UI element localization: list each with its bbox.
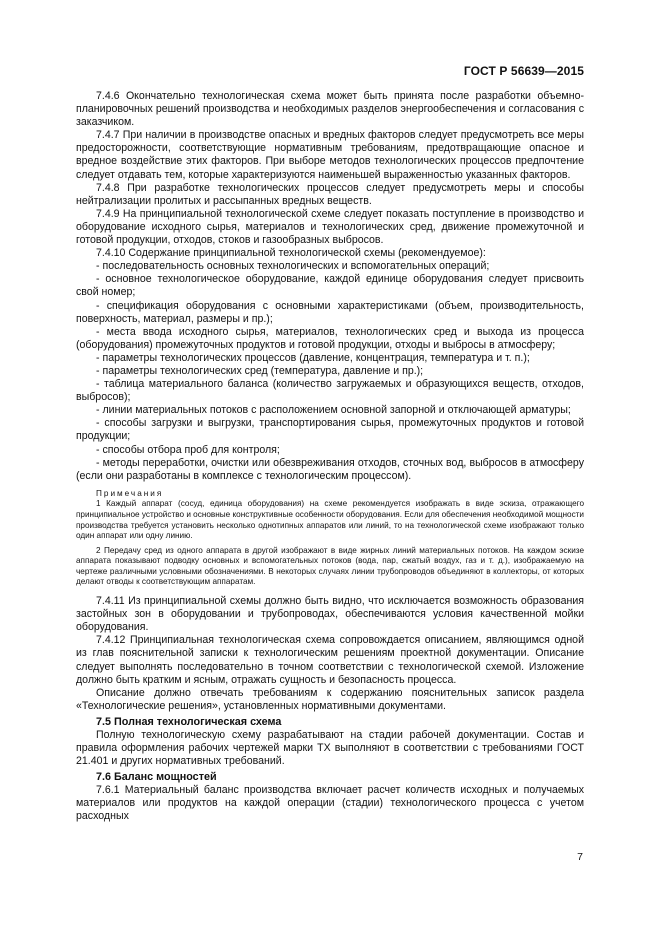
notes-heading: Примечания — [96, 488, 164, 498]
paragraph-7-4-7: 7.4.7 При наличии в производстве опасных и вредных факторов следует предусмотреть все меры предосторожности, соответствующие нормативным требованиям, предотвращающие опасное и вредное воздействие этих факторов. При выборе методов технологических процессов предпочтение следует отдавать тем, которые характеризуются наименьшей выраженностью указанных факторов. — [76, 129, 584, 181]
paragraph-7-4-8: 7.4.8 При разработке технологических процессов следует предусмотреть меры и способы нейтрализации пролитых и рассыпанных вредных веществ. — [76, 181, 584, 207]
section-heading-7-5: 7.5 Полная технологическая схема — [96, 715, 282, 728]
paragraph-7-4-9: 7.4.9 На принципиальной технологической схеме следует показать поступление в производство и оборудование исходного сырья, материалов и технологических сред, движение промежуточной и готовой продукции, отходов, стоков и газообразных выбросов. — [76, 207, 584, 247]
paragraph-7-6-1: 7.6.1 Материальный баланс производства включает расчет количеств исходных и получаемых материалов или продуктов на каждой операции (стадии) технологического процесса с учетом расходных — [76, 784, 584, 823]
list-item: - методы переработки, очистки или обезвреживания отходов, сточных вод, выбросов в атмосферу (если они разработаны в комплексе с технологическим процессом). — [76, 456, 584, 482]
note-1: 1 Каждый аппарат (сосуд, единица оборудования) на схеме рекомендуется изображать в виде эскиза, отражающего принципиальное устройство и основные конструктивные особенности оборудования. Если для обеспечения необходимой мощности производства требуется установить несколько однотипных аппаратов или линий, то на технологической схеме изображают только один аппарат или одну линию. — [76, 499, 584, 541]
paragraph-description-requirements: Описание должно отвечать требованиям к содержанию пояснительных записок раздела «Технологические решения», установленных нормативными документами. — [76, 686, 584, 712]
document-code-header: ГОСТ Р 56639—2015 — [463, 64, 584, 78]
paragraph-7-5: Полную технологическую схему разрабатывают на стадии рабочей документации. Состав и правила оформления рабочих чертежей марки ТХ выполняют в соответствии с требованиями ГОСТ 21.401 и других нормативных требований. — [76, 728, 584, 768]
list-item: - линии материальных потоков с расположением основной запорной и отключающей арматуры; — [96, 404, 571, 417]
list-item: - основное технологическое оборудование, каждой единице оборудования следует присвоить свой номер; — [76, 273, 584, 299]
page-number: 7 — [577, 851, 583, 863]
paragraph-7-4-12: 7.4.12 Принципиальная технологическая схема сопровождается описанием, являющимся одной из глав пояснительной записки к технологическим решениям проектной документации. Описание следует выполнять последовательно в точном соответствии с технологической схемой. Изложение должно быть кратким и ясным, отражать сущность и безопасность процесса. — [76, 634, 584, 686]
note-2: 2 Передачу сред из одного аппарата в другой изображают в виде жирных линий материальных потоков. На каждом эскизе аппарата показывают подводку основных и вспомогательных потоков (вода, пар, сжатый воздух, газ и т. д.), изображаемую на чертеже различными условными обозначениями. В некоторых случаях линии трубопроводов объединяют в коллекторы, от которых делают отводы к соответствующим аппаратам. — [76, 545, 584, 587]
list-item: - последовательность основных технологических и вспомогательных операций; — [96, 260, 490, 273]
page-body — [76, 90, 584, 823]
list-item: - спецификация оборудования с основными характеристиками (объем, производительность, поверхность, материал, размеры и пр.); — [76, 299, 584, 325]
paragraph-7-4-11: 7.4.11 Из принципиальной схемы должно быть видно, что исключается возможность образования застойных зон в оборудовании и трубопроводах, обеспечиваются условия качественной мойки оборудования. — [76, 595, 584, 634]
paragraph-7-4-10: 7.4.10 Содержание принципиальной технологической схемы (рекомендуемое): — [96, 247, 486, 260]
paragraph-7-4-6: 7.4.6 Окончательно технологическая схема может быть принята после разработки объемно-планировочных решений производства и необходимых разделов энергообеспечения и согласования с заказчиком. — [76, 90, 584, 129]
section-heading-7-6: 7.6 Баланс мощностей — [96, 771, 217, 784]
list-item: - параметры технологических процессов (давление, концентрация, температура и т. п.); — [96, 351, 530, 364]
list-item: - способы отбора проб для контроля; — [96, 443, 280, 456]
list-item: - параметры технологических сред (температура, давление и пр.); — [96, 364, 424, 377]
list-item: - места ввода исходного сырья, материалов, технологических сред и выхода из процесса (оборудования) промежуточных продуктов и готовой продукции, отходы и выбросы в атмосферу; — [76, 325, 584, 351]
list-item: - таблица материального баланса (количество загружаемых и образующихся веществ, отходов, выбросов); — [76, 378, 584, 404]
list-item: - способы загрузки и выгрузки, транспортирования сырья, промежуточных продуктов и готовой продукции; — [76, 417, 584, 443]
